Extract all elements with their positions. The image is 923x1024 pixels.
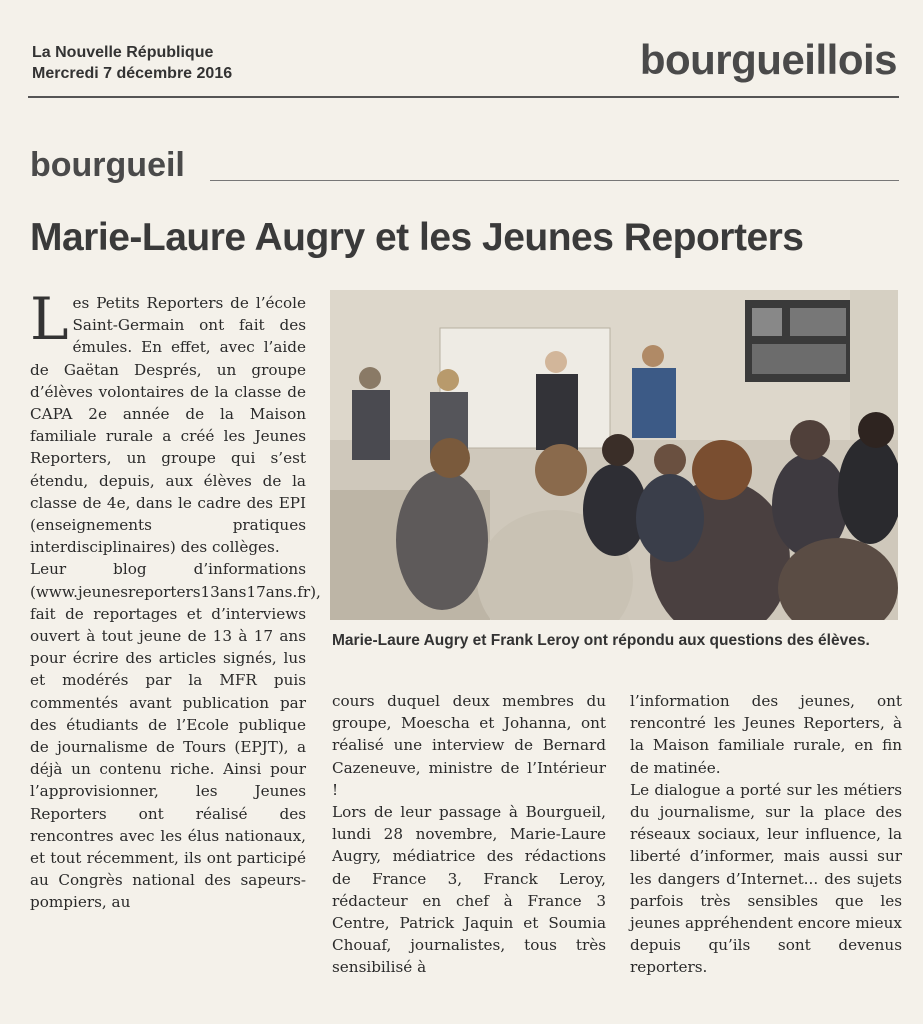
region-title: bourgueillois [639, 36, 897, 83]
paragraph: Le dialogue a porté sur les métiers du journalisme, sur la place des réseaux sociaux, leur influence, la liberté d’informer, mais aussi sur les dangers d’Internet... des sujets parfois très sensibles que les jeunes appréhendent encore mieux depuis qu’ils sont devenus reporters. [630, 780, 902, 977]
article-photo [330, 290, 898, 620]
paragraph: cours duquel deux membres du groupe, Moescha et Johanna, ont réalisé une interview de Bernard Cazeneuve, ministre de l’Intérieur ! [332, 692, 606, 799]
paragraph: Lors de leur passage à Bourgueil, lundi 28 novembre, Marie-Laure Augry, médiatrice des rédactions de France 3, Franck Leroy, rédacteur en chef à France 3 Centre, Patrick Jaquin et Soumia Chouaf, journalistes, tous très sensibilisé à [332, 803, 606, 977]
article-column-1 [30, 285, 321, 914]
bleed-through-text [300, 44, 311, 87]
article-headline: Marie-Laure Augry et les Jeunes Reporters [30, 216, 804, 259]
drop-cap: L [30, 285, 69, 353]
masthead-rule [28, 96, 899, 98]
photo-caption: Marie-Laure Augry et Frank Leroy ont répondu aux questions des élèves. [332, 632, 870, 649]
article-column-2 [332, 690, 606, 979]
section-rule [210, 180, 899, 181]
newspaper-name: La Nouvelle République [32, 44, 214, 61]
paragraph: l’information des jeunes, ont rencontré les Jeunes Reporters, à la Maison familiale rurale, en fin de matinée. [630, 692, 902, 777]
section-title: bourgueil [30, 146, 185, 184]
classroom-photo-illustration [330, 290, 898, 620]
paragraph: Leur blog d’informations (www.jeunesreporters13ans17ans.fr), fait de reportages et d’interviews ouvert à tout jeune de 13 à 17 ans pour écrire des articles signés, lus et modérés par la MFR puis commentés avant publication par des étudiants de l’Ecole publique de journalisme de Tours (EPJT), a déjà un contenu riche. Ainsi pour l’approvisionner, les Jeunes Reporters ont réalisé des rencontres avec les élus nationaux, et tout récemment, ils ont participé au Congrès national des sapeurs-pompiers, au [30, 560, 321, 912]
article-column-3 [630, 690, 902, 979]
masthead [32, 42, 232, 84]
publication-date: Mercredi 7 décembre 2016 [32, 65, 233, 82]
paragraph [30, 285, 306, 558]
paragraph-text: es Petits Reporters de l’école Saint-Germain ont fait des émules. En effet, avec l’aide de Gaëtan Després, un groupe d’élèves volontaires de la classe de CAPA 2e année de la Maison familiale rurale a créé les Jeunes Reporters, un groupe qui s’est étendu, depuis, aux élèves de la classe de 4e, dans le cadre des EPI (enseignements pratiques interdisciplinaires) des collèges. [30, 294, 306, 557]
